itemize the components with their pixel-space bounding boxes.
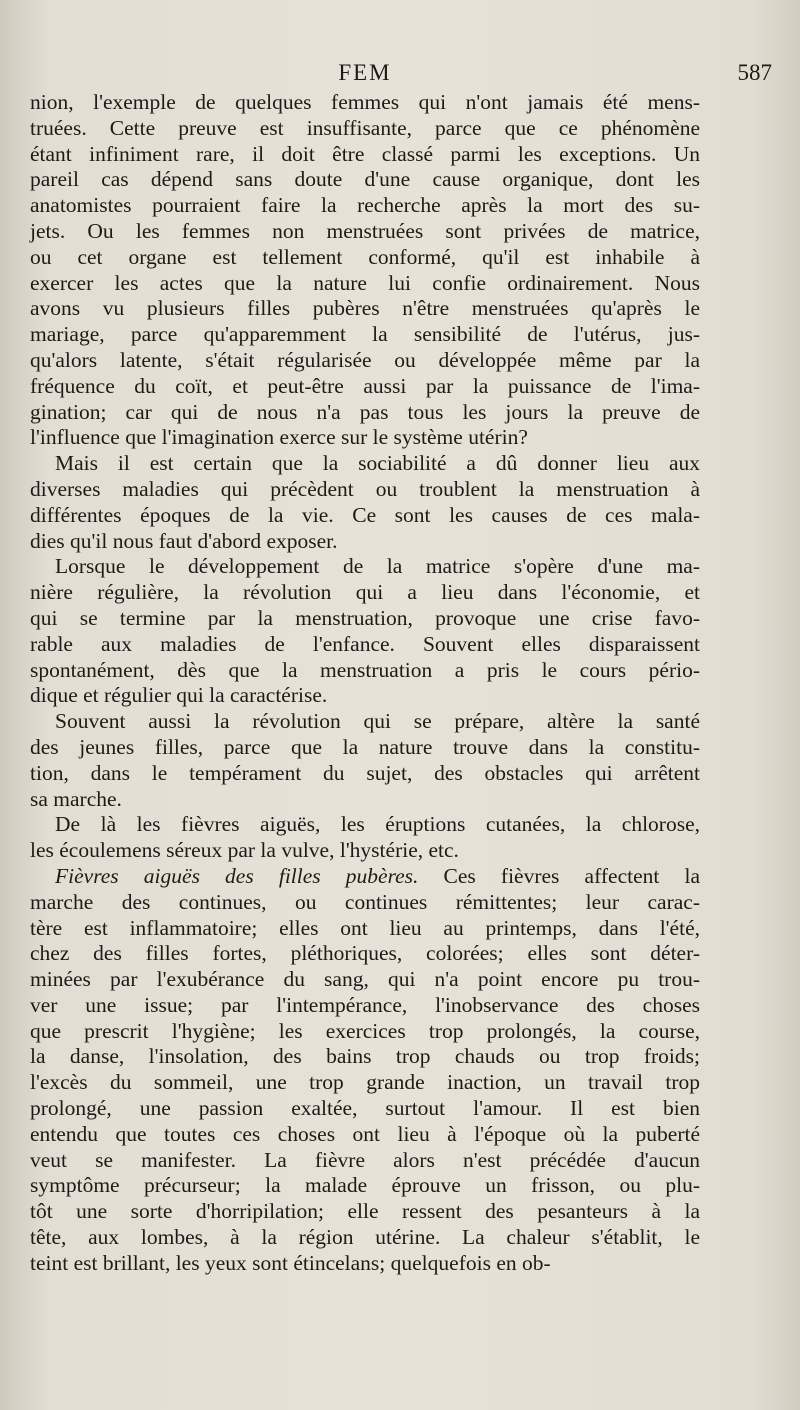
- text-line: ver une issue; par l'intempérance, l'inobservance des choses: [30, 992, 700, 1017]
- text-line: minées par l'exubérance du sang, qui n'a point encore pu trou-: [30, 967, 700, 992]
- text-line: pareil cas dépend sans doute d'une cause organique, dont les: [30, 167, 700, 192]
- text-line: avons vu plusieurs filles pubères n'être menstruées qu'après le: [30, 296, 700, 321]
- page-number: 587: [737, 60, 772, 85]
- text-line: l'excès du sommeil, une trop grande inaction, un travail trop: [30, 1070, 700, 1095]
- text-line: rable aux maladies de l'enfance. Souvent elles disparaissent: [30, 631, 700, 656]
- section-heading: Fièvres aiguës des filles pubères.: [55, 863, 419, 888]
- text-line: mariage, parce qu'apparemment la sensibilité de l'utérus, jus-: [30, 322, 700, 347]
- text-line: que prescrit l'hygiène; les exercices trop prolongés, la course,: [30, 1018, 700, 1043]
- text-line: prolongé, une passion exaltée, surtout l'amour. Il est bien: [30, 1096, 700, 1121]
- text-line: tôt une sorte d'horripilation; elle ressent des pesanteurs à la: [30, 1199, 700, 1224]
- text-line: anatomistes pourraient faire la recherche après la mort des su-: [30, 193, 700, 218]
- text-line: gination; car qui de nous n'a pas tous les jours la preuve de: [30, 399, 700, 424]
- body-text: [30, 90, 700, 1277]
- paragraph: [30, 90, 700, 451]
- text-line: sa marche.: [30, 786, 122, 811]
- running-head: FEM: [338, 60, 392, 85]
- text-line: entendu que toutes ces choses ont lieu à l'époque où la puberté: [30, 1121, 700, 1146]
- text-line: fréquence du coït, et peut-être aussi par la puissance de l'ima-: [30, 373, 700, 398]
- text-line: symptôme précurseur; la malade éprouve un frisson, ou plu-: [30, 1173, 700, 1198]
- text-line: étant infiniment rare, il doit être classé parmi les exceptions. Un: [30, 141, 700, 166]
- text-line: exercer les actes que la nature lui confie ordinairement. Nous: [30, 270, 700, 295]
- text-line: teint est brillant, les yeux sont étincelans; quelquefois en ob-: [30, 1250, 551, 1275]
- text-line: marche des continues, ou continues rémittentes; leur carac-: [30, 889, 700, 914]
- text-line: chez des filles fortes, pléthoriques, colorées; elles sont déter-: [30, 941, 700, 966]
- text-line: veut se manifester. La fièvre alors n'est précédée d'aucun: [30, 1147, 700, 1172]
- heading-rest: Ces fièvres affectent la: [418, 863, 700, 888]
- text-line: Mais il est certain que la sociabilité a dû donner lieu aux: [55, 451, 700, 476]
- text-line: truées. Cette preuve est insuffisante, parce que ce phénomène: [30, 115, 700, 140]
- text-line: la danse, l'insolation, des bains trop chauds ou trop froids;: [30, 1044, 700, 1069]
- paragraph: [30, 451, 700, 554]
- text-line: qui se termine par la menstruation, provoque une crise favo-: [30, 605, 700, 630]
- text-line: nion, l'exemple de quelques femmes qui n'ont jamais été mens-: [30, 90, 700, 114]
- text-line: De là les fièvres aiguës, les éruptions cutanées, la chlorose,: [55, 812, 700, 837]
- text-line: diverses maladies qui précèdent ou troublent la menstruation à: [30, 476, 700, 501]
- paragraph: [30, 709, 700, 812]
- paragraph: [30, 554, 700, 709]
- text-line: tête, aux lombes, à la région utérine. La chaleur s'établit, le: [30, 1225, 700, 1250]
- text-line: dique et régulier qui la caractérise.: [30, 683, 328, 708]
- page-header: [30, 60, 772, 90]
- paragraph: [30, 864, 700, 1277]
- text-line: ou cet organe est tellement conformé, qu'il est inhabile à: [30, 244, 700, 269]
- text-line: spontanément, dès que la menstruation a pris le cours pério-: [30, 657, 700, 682]
- text-line: différentes époques de la vie. Ce sont les causes de ces mala-: [30, 502, 700, 527]
- text-line: nière régulière, la révolution qui a lieu dans l'économie, et: [30, 580, 700, 605]
- text-line: des jeunes filles, parce que la nature trouve dans la constitu-: [30, 734, 700, 759]
- text-line: Lorsque le développement de la matrice s'opère d'une ma-: [55, 554, 700, 579]
- text-line: qu'alors latente, s'était régularisée ou développée même par la: [30, 347, 700, 372]
- paragraph: [30, 812, 700, 864]
- text-line: Souvent aussi la révolution qui se prépare, altère la santé: [55, 709, 700, 734]
- text-line: l'influence que l'imagination exerce sur le système utérin?: [30, 425, 528, 450]
- text-line: tère est inflammatoire; elles ont lieu au printemps, dans l'été,: [30, 915, 700, 940]
- text-line: [30, 864, 700, 890]
- text-line: les écoulemens séreux par la vulve, l'hystérie, etc.: [30, 838, 459, 863]
- text-line: jets. Ou les femmes non menstruées sont privées de matrice,: [30, 218, 700, 243]
- text-line: tion, dans le tempérament du sujet, des obstacles qui arrêtent: [30, 760, 700, 785]
- text-line: dies qu'il nous faut d'abord exposer.: [30, 528, 338, 553]
